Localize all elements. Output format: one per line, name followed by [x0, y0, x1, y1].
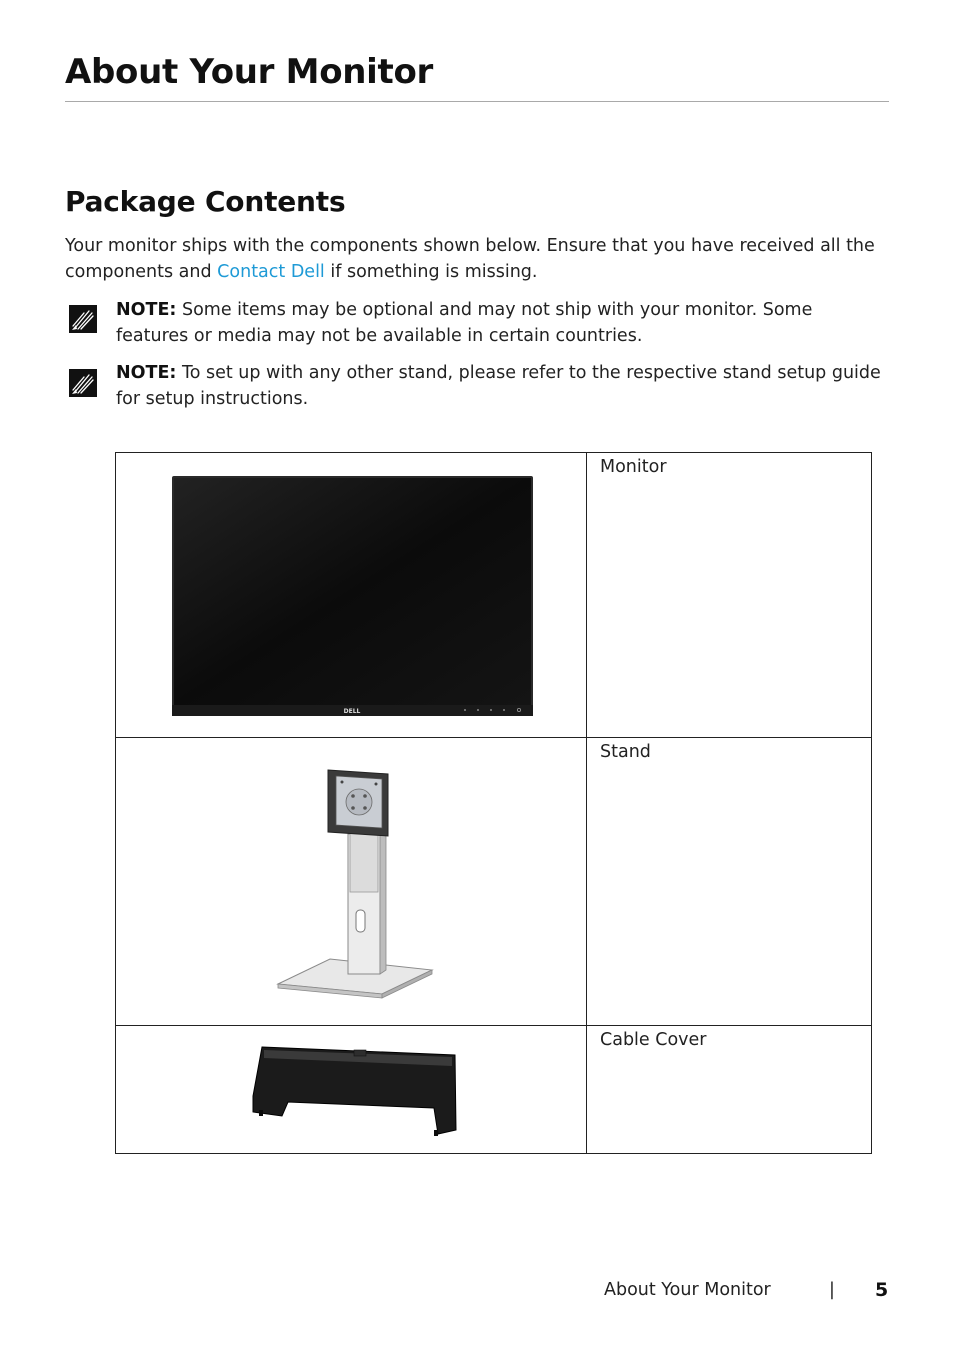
cable-cover-label-cell	[587, 1026, 872, 1154]
note-text: Some items may be optional and may not ship with your monitor. Some features or media may not be available in certain countries.	[116, 300, 813, 346]
monitor-button	[464, 709, 466, 711]
dell-logo: DELL	[343, 708, 361, 715]
monitor-button	[490, 709, 492, 711]
item-label-stand: Stand	[600, 742, 651, 762]
cable-cover-image-cell	[116, 1026, 587, 1154]
note-pencil-icon	[68, 368, 98, 398]
section-heading: Package Contents	[65, 185, 346, 218]
monitor-label-cell	[587, 453, 872, 738]
cable-cover-image	[116, 1026, 586, 1149]
item-label-cable-cover: Cable Cover	[600, 1030, 707, 1050]
intro-text-end: if something is missing.	[324, 261, 538, 282]
title-divider	[65, 101, 889, 102]
note-label: NOTE:	[116, 300, 177, 320]
table-row	[116, 738, 872, 1026]
table-row	[116, 1026, 872, 1154]
contact-dell-link[interactable]: Contact Dell	[217, 261, 325, 282]
note-pencil-icon	[68, 304, 98, 334]
page-title: About Your Monitor	[65, 52, 434, 92]
item-label-monitor: Monitor	[600, 457, 667, 477]
monitor-image-cell	[116, 453, 587, 738]
monitor-button	[503, 709, 505, 711]
monitor-button	[477, 709, 479, 711]
footer-separator: |	[829, 1280, 835, 1300]
footer-section-title: About Your Monitor	[604, 1280, 771, 1300]
note-optional-items	[116, 298, 886, 349]
stand-label-cell	[587, 738, 872, 1026]
table-row	[116, 453, 872, 738]
monitor-image	[116, 453, 586, 733]
note-text: To set up with any other stand, please refer to the respective stand setup guide for setup instructions.	[116, 363, 881, 409]
page-number: 5	[875, 1279, 889, 1301]
stand-image-cell	[116, 738, 587, 1026]
stand-image	[116, 738, 586, 1021]
intro-text: Your monitor ships with the components shown below. Ensure that you have received all the components and	[65, 236, 875, 282]
note-label: NOTE:	[116, 363, 177, 383]
note-stand-setup	[116, 361, 886, 412]
intro-paragraph	[65, 234, 895, 285]
package-contents-table	[115, 452, 872, 1154]
